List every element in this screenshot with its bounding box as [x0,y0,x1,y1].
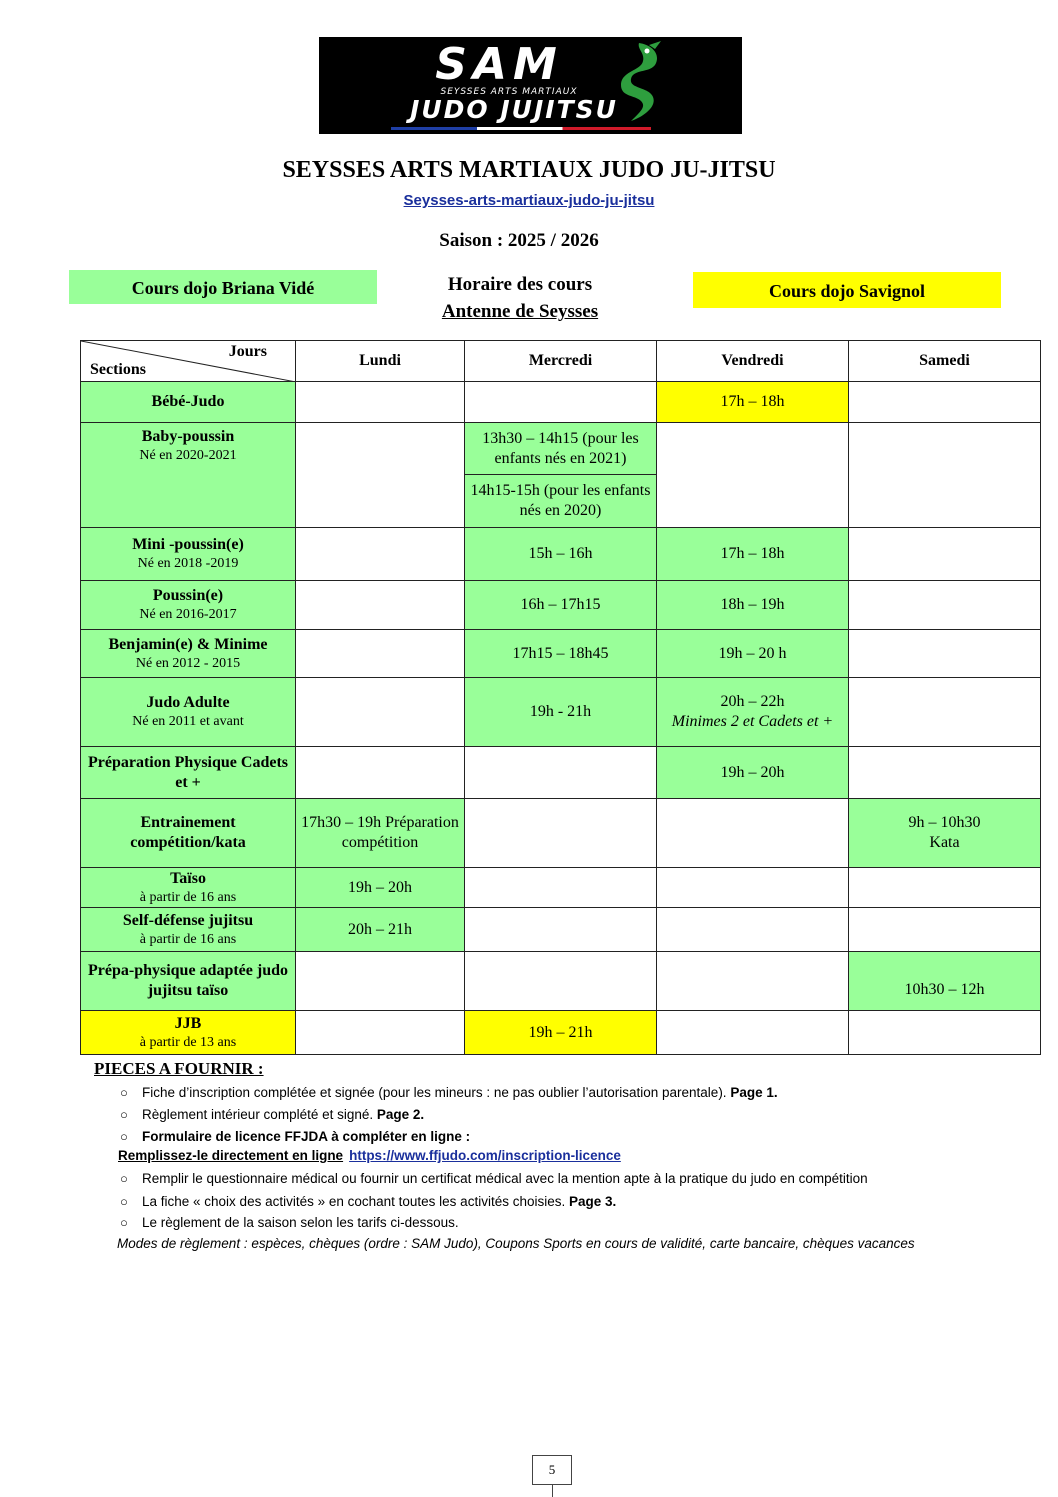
slot-cell [657,1011,849,1055]
section-cell [81,868,296,908]
slot-note: Minimes 2 et Cadets et + [671,713,834,730]
table-row [81,952,1041,1011]
slot-cell [849,528,1041,581]
section-cell [81,630,296,678]
club-website-link[interactable]: Seysses-arts-martiaux-judo-ju-jitsu [403,192,655,209]
section-cell [81,952,296,1011]
slot-cell: 19h – 20h [296,868,465,908]
licence-text: Remplissez-le directement en ligne [118,1148,344,1163]
table-header-row [81,341,1041,382]
bullet-circle-icon: ○ [120,1215,128,1230]
slot-cell: 17h30 – 19h Préparation compétition [296,799,465,868]
section-cell [81,908,296,952]
list-item-text: Fiche d’inscription complétée et signée (pour les mineurs : ne pas oublier l’autorisation parentale). [142,1085,727,1100]
licence-line [118,1148,621,1163]
section-cell [81,747,296,799]
table-row [81,423,1041,475]
slot-cell: 13h30 – 14h15 (pour les enfants nés en 2021) [465,423,657,475]
slot-cell [849,908,1041,952]
slot-cell [465,908,657,952]
slot-cell [296,630,465,678]
slot-cell [465,747,657,799]
logo-brand: SAM [435,39,563,90]
slot-cell: 19h - 21h [465,678,657,747]
section-cell [81,799,296,868]
bullet-circle-icon: ○ [120,1194,128,1209]
schedule-heading-line2: Antenne de Seysses [441,301,599,322]
slot-cell [657,423,849,528]
list-item-page: Page 2. [376,1107,425,1122]
table-row [81,678,1041,747]
list-item [120,1085,778,1100]
logo-name: JUDO JUJITSU [410,95,618,124]
page-number-tick [552,1484,553,1497]
slot-cell [849,678,1041,747]
day-header-mercredi: Mercredi [465,341,657,382]
club-title: SEYSSES ARTS MARTIAUX JUDO JU-JITSU [282,157,776,183]
section-name: Judo Adulte [146,694,230,711]
slot-cell: 10h30 – 12h [849,952,1041,1011]
section-cell [81,678,296,747]
table-row [81,908,1041,952]
slot-cell [465,952,657,1011]
slot-cell: 14h15-15h (pour les enfants nés en 2020) [465,475,657,528]
licence-link[interactable]: https://www.ffjudo.com/inscription-licence [349,1148,621,1163]
payment-modes: Modes de règlement : espèces, chèques (ordre : SAM Judo), Coupons Sports en cours de validité, carte bancaire, chèques vacances [117,1236,915,1251]
section-age: Né en 2011 et avant [132,714,244,729]
slot-cell [849,799,1041,868]
section-name: Benjamin(e) & Minime [108,635,268,653]
list-item [120,1215,459,1230]
bullet-circle-icon: ○ [120,1085,128,1100]
slot-cell: 18h – 19h [657,581,849,630]
list-item-text: Remplir le questionnaire médical ou fournir un certificat médical avec la mention apte à la pratique du judo en compétition [142,1171,868,1186]
table-row [81,747,1041,799]
slot-cell: 20h – 21h [296,908,465,952]
list-item [120,1194,616,1209]
slot-cell [657,799,849,868]
bullet-circle-icon: ○ [120,1171,128,1186]
slot-cell: 19h – 20h [657,747,849,799]
legend-dojo-briana-vide: Cours dojo Briana Vidé [69,270,377,304]
bullet-circle-icon: ○ [120,1129,128,1144]
section-age: Né en 2016-2017 [139,607,237,622]
page-number: 5 [532,1455,572,1485]
slot-cell [657,952,849,1011]
section-name: Mini -poussin(e) [132,536,244,553]
slot-cell [296,528,465,581]
slot-cell [465,799,657,868]
day-header-samedi: Samedi [849,341,1041,382]
section-name: Prépa-physique adaptée judo jujitsu taïso [87,962,289,999]
slot-cell: 19h – 21h [465,1011,657,1055]
dragon-icon [609,39,669,129]
slot-cell: 16h – 17h15 [465,581,657,630]
schedule-heading [380,271,660,325]
section-name: JJB [174,1014,202,1032]
table-row [81,382,1041,423]
section-cell [81,1011,296,1055]
logo-subtitle: SEYSSES ARTS MARTIAUX [440,87,578,97]
list-item [120,1129,470,1144]
section-name: Baby-poussin [141,428,235,445]
list-item-text: La fiche « choix des activités » en cochant toutes les activités choisies. [142,1194,566,1209]
table-row [81,581,1041,630]
slot-cell: 15h – 16h [465,528,657,581]
bullet-circle-icon: ○ [120,1107,128,1122]
slot-cell [657,678,849,747]
schedule-heading-line1: Horaire des cours [447,274,593,295]
section-name: Préparation Physique Cadets et + [88,753,288,791]
slot-cell: 17h – 18h [657,382,849,423]
slot-note: Kata [929,834,960,851]
corner-cell [81,341,296,382]
section-age: Né en 2018 -2019 [137,556,239,571]
section-age: à partir de 16 ans [139,931,237,947]
pieces-title: PIECES A FOURNIR : [94,1059,264,1078]
section-cell [81,382,296,423]
table-row [81,528,1041,581]
section-name: Self-défense jujitsu [122,911,254,929]
table-row [81,630,1041,678]
schedule-table [80,340,1041,1055]
slot-cell [849,1011,1041,1055]
club-logo [319,37,742,134]
section-name: Poussin(e) [152,587,224,604]
legend-dojo-savignol: Cours dojo Savignol [693,272,1001,308]
slot-cell [296,1011,465,1055]
section-age: Né en 2020-2021 [139,448,237,463]
slot-cell [849,382,1041,423]
day-header-lundi: Lundi [296,341,465,382]
slot-cell: 17h – 18h [657,528,849,581]
list-item-text: Règlement intérieur complété et signé. [142,1107,374,1122]
slot-cell [296,678,465,747]
season-label: Saison : 2025 / 2026 [439,230,599,251]
list-item-text: Le règlement de la saison selon les tarifs ci-dessous. [142,1215,459,1230]
slot-cell [849,423,1041,528]
list-item [120,1171,868,1186]
slot-cell [296,382,465,423]
section-name: Entrainement compétition/kata [130,814,246,851]
slot-time: 20h – 22h [720,693,785,710]
section-cell [81,423,296,528]
slot-cell [296,952,465,1011]
day-header-vendredi: Vendredi [657,341,849,382]
slot-cell [465,382,657,423]
section-name: Taïso [170,869,206,887]
list-item [120,1107,424,1122]
table-row [81,799,1041,868]
section-cell [81,528,296,581]
corner-days-label: Jours [228,343,267,360]
slot-cell [657,868,849,908]
slot-cell: 17h15 – 18h45 [465,630,657,678]
table-row [81,1011,1041,1055]
slot-cell [296,423,465,528]
section-cell [81,581,296,630]
section-age: à partir de 13 ans [139,1034,237,1050]
slot-cell [849,581,1041,630]
list-item-page: Page 3. [569,1194,617,1209]
slot-cell: 19h – 20 h [657,630,849,678]
slot-cell [849,868,1041,908]
list-item-page: Page 1. [730,1085,778,1100]
section-age: à partir de 16 ans [139,889,237,905]
slot-cell [657,908,849,952]
slot-cell [296,747,465,799]
corner-sections-label: Sections [90,361,146,378]
table-row [81,868,1041,908]
section-age: Né en 2012 - 2015 [135,655,241,671]
list-item-text: Formulaire de licence FFJDA à compléter en ligne : [142,1129,471,1144]
slot-cell [849,747,1041,799]
slot-cell [849,630,1041,678]
slot-time: 9h – 10h30 [908,814,981,831]
slot-cell [296,581,465,630]
slot-cell [465,868,657,908]
section-name: Bébé-Judo [151,393,225,410]
